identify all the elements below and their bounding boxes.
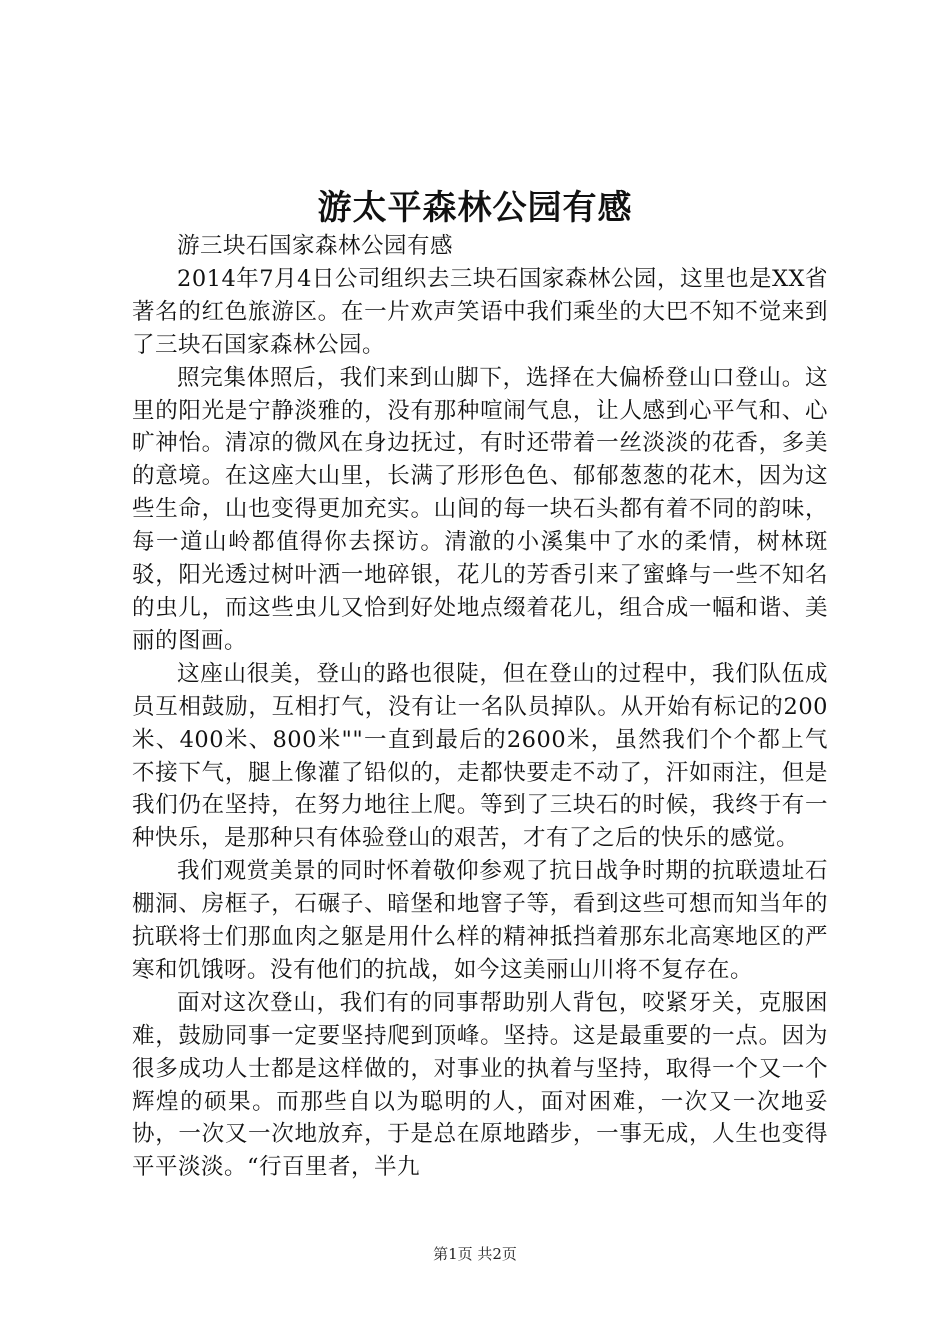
paragraph-history: 我们观赏美景的同时怀着敬仰参观了抗日战争时期的抗联遗址石棚洞、房框子，石碾子、暗堡和地窨子等，看到这些可想而知当年的抗联将士们那血肉之躯是用什么样的精神抵挡着那东北高寒地区的严寒和饥饿呀。没有他们的抗战，如今这美丽山川将不复存在。 bbox=[132, 858, 828, 983]
paragraph-subtitle: 游三块石国家森林公园有感 bbox=[177, 233, 454, 259]
page-number-footer: 第1页 共2页 bbox=[433, 1245, 517, 1263]
document-title: 游太平森林公园有感 bbox=[317, 188, 633, 228]
paragraph-intro: 2014年7月4日公司组织去三块石国家森林公园，这里也是XX省著名的红色旅游区。在一片欢声笑语中我们乘坐的大巴不知不觉来到了三块石国家森林公园。 bbox=[132, 265, 828, 358]
paragraph-climbing: 这座山很美，登山的路也很陡，但在登山的过程中，我们队伍成员互相鼓励，互相打气，没有让一名队员掉队。从开始有标记的200米、400米、800米""一直到最后的2600米，虽然我们个个都上气不接下气，腿上像灌了铅似的，走都快要走不动了，汗如雨注，但是我们仍在坚持，在努力地往上爬。等到了三块石的时候，我终于有一种快乐，是那种只有体验登山的艰苦，才有了之后的快乐的感觉。 bbox=[132, 660, 828, 852]
document-body bbox=[132, 230, 828, 1184]
paragraph-persistence: 面对这次登山，我们有的同事帮助别人背包，咬紧牙关，克服困难，鼓励同事一定要坚持爬到顶峰。坚持。这是最重要的一点。因为很多成功人士都是这样做的，对事业的执着与坚持，取得一个又一个辉煌的硕果。而那些自以为聪明的人，面对困难，一次又一次地妥协，一次又一次地放弃，于是总在原地踏步，一事无成，人生也变得平平淡淡。“行百里者，半九 bbox=[132, 989, 828, 1181]
paragraph-scenery: 照完集体照后，我们来到山脚下，选择在大偏桥登山口登山。这里的阳光是宁静淡雅的，没有那种喧闹气息，让人感到心平气和、心旷神怡。清凉的微风在身边抚过，有时还带着一丝淡淡的花香，多美的意境。在这座大山里，长满了形形色色、郁郁葱葱的花木，因为这些生命，山也变得更加充实。山间的每一块石头都有着不同的韵味，每一道山岭都值得你去探访。清澈的小溪集中了水的柔情，树林斑驳，阳光透过树叶洒一地碎银，花儿的芳香引来了蜜蜂与一些不知名的虫儿，而这些虫儿又恰到好处地点缀着花儿，组合成一幅和谐、美丽的图画。 bbox=[132, 364, 828, 654]
